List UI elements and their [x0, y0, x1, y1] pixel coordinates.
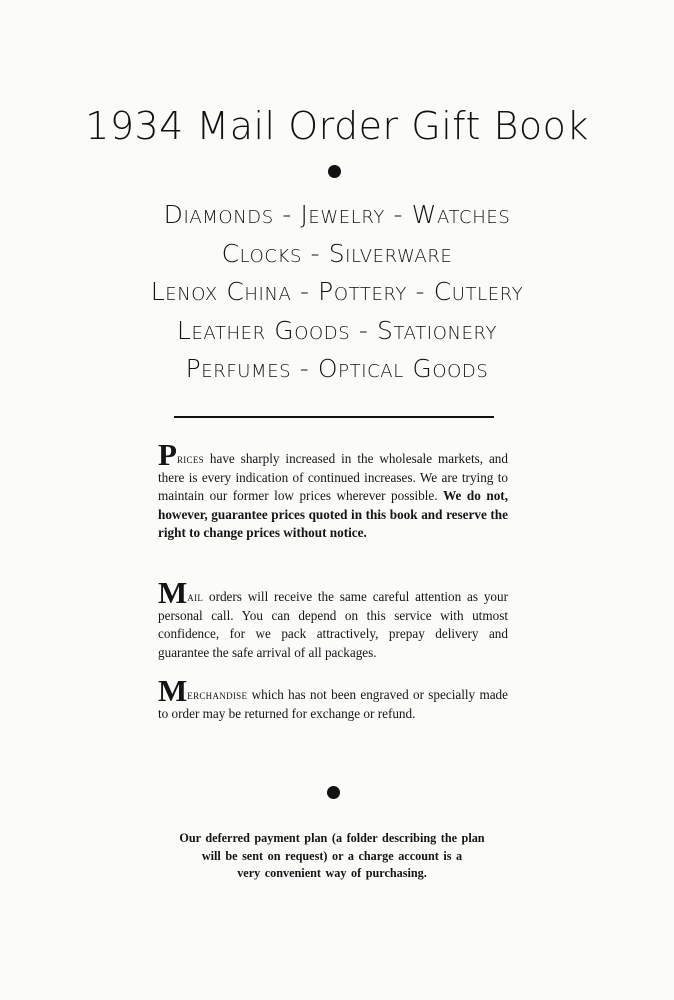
- paragraph-text: orders will receive the same careful attention as your personal call. You can depend on this service with utmost confidence, for we pack attractively, prepay delivery and guarantee the safe arrival of all packages.: [158, 589, 508, 660]
- category-line: Diamonds - Jewelry - Watches: [163, 200, 511, 229]
- bullet-ornament-top: [328, 165, 341, 178]
- paragraph-text: have sharply increased in the wholesale markets, and there is every indication of continued increases. We are trying to maintain our former low prices wherever possible.: [158, 451, 508, 503]
- category-line: Lenox China - Pottery - Cutlery: [150, 277, 524, 306]
- mail-orders-paragraph: [158, 575, 508, 662]
- footer-line: Our deferred payment plan (a folder describing the plan: [179, 831, 485, 845]
- paragraph-text: which has not been engraved or specially made to order may be returned for exchange or refund.: [158, 687, 508, 721]
- category-line: Leather Goods - Stationery: [176, 315, 498, 345]
- bullet-ornament-bottom: [327, 786, 340, 799]
- lead-word: ail: [187, 589, 204, 604]
- drop-cap: M: [158, 575, 188, 610]
- category-line: Perfumes - Optical Goods: [185, 354, 489, 383]
- category-list: [0, 196, 674, 389]
- lead-word: rices: [176, 451, 204, 466]
- category-line: Clocks - Silverware: [221, 238, 453, 268]
- price-disclaimer: We do not, however, guarantee prices quoted in this book and reserve the right to change prices without notice.: [158, 488, 508, 540]
- page-title: 1934 Mail Order Gift Book: [85, 104, 589, 148]
- lead-word: erchandise: [187, 687, 248, 702]
- merchandise-returns-paragraph: [158, 673, 508, 723]
- payment-plan-note: [152, 830, 512, 883]
- footer-line: very convenient way of purchasing.: [237, 866, 427, 880]
- drop-cap: P: [158, 437, 177, 472]
- prices-notice-paragraph: [158, 437, 508, 543]
- horizontal-divider: [174, 416, 494, 418]
- footer-line: will be sent on request) or a charge account is a: [201, 848, 463, 863]
- drop-cap: M: [158, 673, 188, 708]
